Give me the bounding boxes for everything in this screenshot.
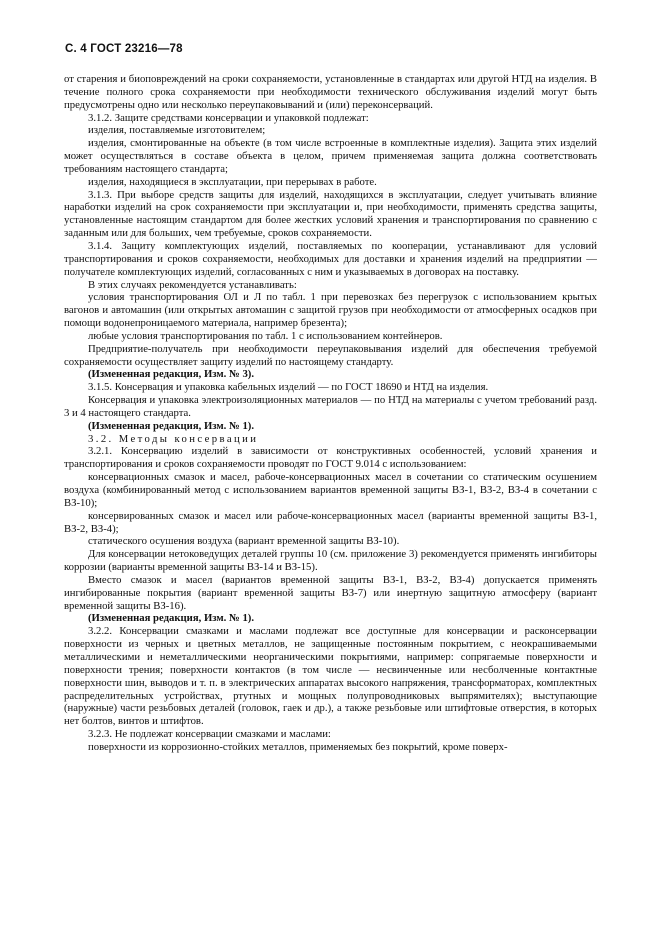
list-item: изделия, находящиеся в эксплуатации, при перерывах в работе. bbox=[88, 175, 377, 188]
paragraph: Вместо смазок и масел (вариантов временной защиты ВЗ-1, ВЗ-2, ВЗ-4) допускается применять ингибированные покрытия (вариант временной защиты ВЗ-7) или инертную защитную атмосферу (вариант временной защиты ВЗ-16). bbox=[64, 573, 597, 612]
page-header: С. 4 ГОСТ 23216—78 bbox=[65, 43, 183, 55]
clause-3-1-2: 3.1.2. Защите средствами консервации и упаковкой подлежат: bbox=[88, 111, 369, 124]
clause-3-1-5: 3.1.5. Консервация и упаковка кабельных изделий — по ГОСТ 18690 и НТД на изделия. bbox=[88, 381, 489, 394]
list-item: консервированных смазок и масел или рабоче-консервационных масел (варианты временной защиты ВЗ-1, ВЗ-2, ВЗ-4); bbox=[64, 509, 597, 535]
document-body bbox=[64, 73, 597, 754]
paragraph: В этих случаях рекомендуется устанавливать: bbox=[88, 278, 297, 291]
paragraph: Для консервации нетоковедущих деталей группы 10 (см. приложение 3) рекомендуется применять ингибиторы коррозии (варианты временной защиты ВЗ-14 и ВЗ-15). bbox=[64, 548, 597, 574]
list-item: любые условия транспортирования по табл. 1 с использованием контейнеров. bbox=[88, 329, 443, 342]
amendment-note: (Измененная редакция, Изм. № 1). bbox=[88, 419, 255, 432]
paragraph-truncated: поверхности из коррозионно-стойких металлов, применяемых без покрытий, кроме поверх- bbox=[88, 740, 508, 753]
list-item: изделия, смонтированные на объекте (в том числе встроенные в комплектные изделия). Защита этих изделий может осуществляться в составе объекта в целом, причем применяемая защита должна соответствовать требованиям настоящего стандарта; bbox=[64, 137, 597, 175]
list-item: консервационных смазок и масел, рабоче-консервационных масел в сочетании со статическим осушением воздуха (комбинированный метод с использованием вариантов временной защиты ВЗ-1, ВЗ-2, ВЗ-4 в сочетании с ВЗ-10); bbox=[64, 471, 597, 509]
clause-3-2-1: 3.2.1. Консервацию изделий в зависимости от конструктивных особенностей, условий хранения и транспортирования и сроков сохраняемости проводят по ГОСТ 9.014 с использованием: bbox=[64, 445, 597, 471]
section-heading: 3.2. Методы консервации bbox=[88, 432, 259, 445]
clause-3-2-3: 3.2.3. Не подлежат консервации смазками и маслами: bbox=[88, 728, 331, 741]
clause-3-2-2: 3.2.2. Консервации смазками и маслами подлежат все доступные для консервации и расконсервации поверхности из черных и цветных металлов, не защищенные постоянным покрытием, с неокрашиваемыми металлическими и неметаллическими неорганическими покрытиями, например: сопрягаемые поверхности и поверхности трения; поверхности контактов (в том числе — несвинченные или несболченные контактные поверхности шин, выводов и т. п. в электрических аппаратах высокого напряжения, трансформаторах, комплектных распределительных устройствах, ртутных и мощных полупроводниковых выпрямителях); выступающие (наружные) части резьбовых деталей (головок, гаек и др.), а также резьбовые или штифтовые отверстия, в которых нет болтов, винтов и штифтов. bbox=[64, 625, 597, 728]
clause-3-1-4: 3.1.4. Защиту комплектующих изделий, поставляемых по кооперации, устанавливают для условий транспортирования и сроков сохраняемости, необходимых для доставки и хранения изделий на предприятии — получателе комплектующих изделий, согласованных с ним и указываемых в договорах на поставку. bbox=[64, 239, 597, 278]
list-item: статического осушения воздуха (вариант временной защиты ВЗ-10). bbox=[88, 535, 400, 548]
paragraph-continuation: от старения и биоповреждений на сроки сохраняемости, установленные в стандартах или другой НТД на изделия. В течение полного срока сохраняемости при необходимости технического обслуживания изделий могут быть предусмотрены одно или несколько переупаковываний и (или) переконсерваций. bbox=[64, 73, 597, 111]
paragraph: Предприятие-получатель при необходимости переупаковывания изделий для обеспечения требуемой сохраняемости осуществляет защиту изделий по настоящему стандарту. bbox=[64, 342, 597, 368]
clause-3-1-3: 3.1.3. При выборе средств защиты для изделий, находящихся в эксплуатации, следует учитывать влияние наработки изделий на срок сохраняемости при эксплуатации и, при необходимости, применять средства защиты, установленные настоящим стандартом для более жестких условий хранения и транспортирования по сравнению с заданным или для больших, чем требуемые, сроков сохраняемости. bbox=[64, 188, 597, 240]
list-item: изделия, поставляемые изготовителем; bbox=[88, 124, 266, 137]
paragraph: Консервация и упаковка электроизоляционных материалов — по НТД на материалы с учетом требований разд. 3 и 4 настоящего стандарта. bbox=[64, 394, 597, 419]
amendment-note: (Измененная редакция, Изм. № 3). bbox=[88, 368, 255, 381]
amendment-note: (Измененная редакция, Изм. № 1). bbox=[88, 612, 255, 625]
list-item: условия транспортирования ОЛ и Л по табл. 1 при перевозках без перегрузок с использованием крытых вагонов и автомашин (или открытых автомашин с защитой грузов при необходимости от атмосферных осадков при помощи водонепроницаемого материала, например брезента); bbox=[64, 291, 597, 330]
